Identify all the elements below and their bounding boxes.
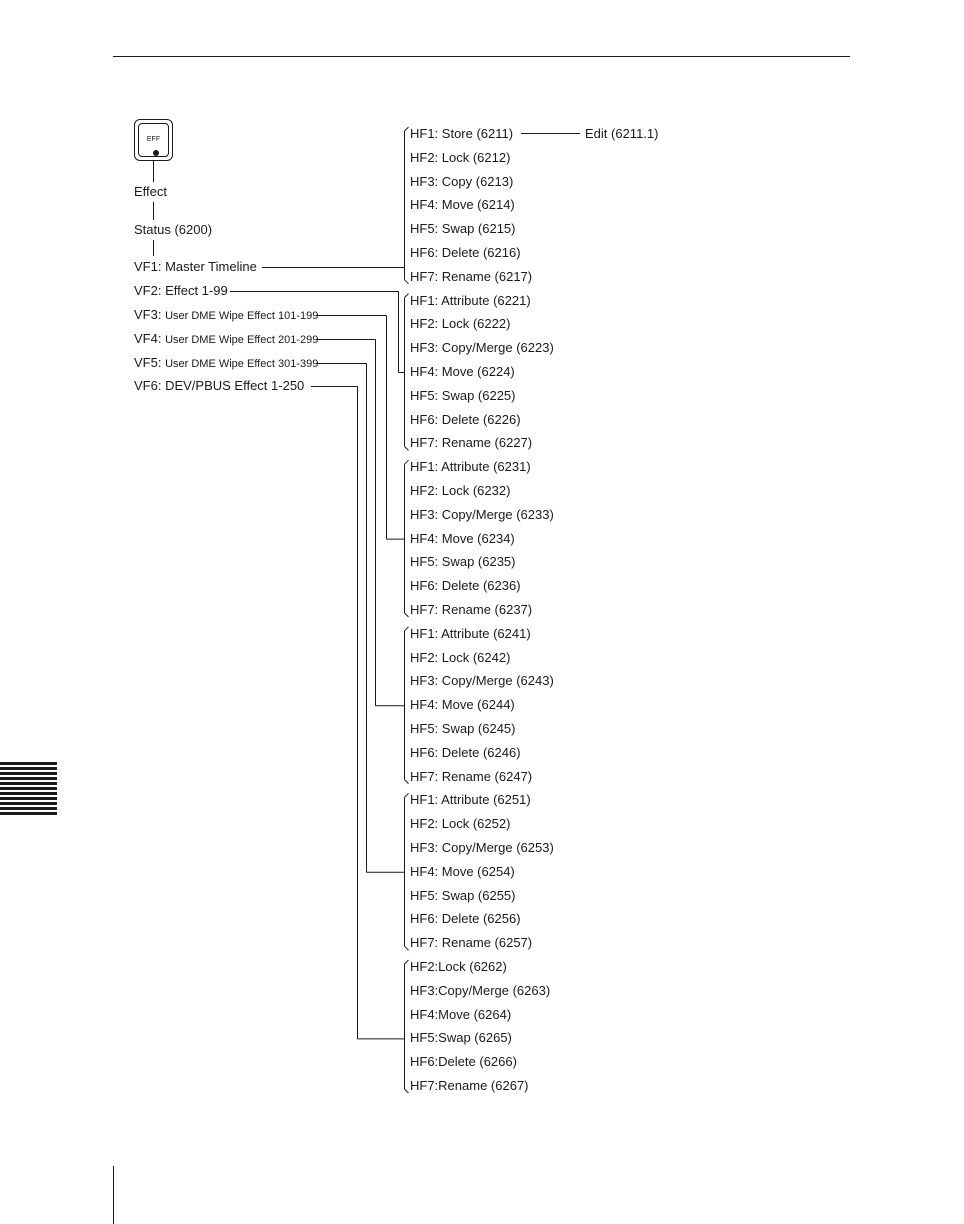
hf-item[interactable]: HF5: Swap (6245) xyxy=(410,721,516,736)
hf-item[interactable]: HF3: Copy/Merge (6233) xyxy=(410,506,554,522)
edit-item[interactable]: Edit (6211.1) xyxy=(585,126,659,141)
hf-item[interactable]: HF1: Attribute (6251) xyxy=(410,792,531,808)
hf-item[interactable]: HF5:Swap (6265) xyxy=(410,1030,512,1046)
hf-item[interactable]: HF5: Swap (6255) xyxy=(410,887,516,903)
group-bracket-bottom xyxy=(405,780,409,784)
hf-item[interactable]: HF5: Swap (6225) xyxy=(410,387,516,403)
hf-item[interactable]: HF6: Delete (6256) xyxy=(410,911,521,927)
vf3-item-rest: User DME Wipe Effect 101-199 xyxy=(165,310,319,322)
hf-item[interactable]: HF1: Attribute (6231) xyxy=(410,459,531,475)
hf-item[interactable]: HF4: Move (6254) xyxy=(410,863,515,879)
hf-item[interactable]: HF4: Move (6244) xyxy=(410,697,515,713)
group-bracket-top xyxy=(405,960,409,964)
hf-item[interactable]: HF5: Swap (6215) xyxy=(410,221,516,237)
group-bracket-top xyxy=(405,460,409,464)
effect-label: Effect xyxy=(134,184,168,199)
group-bracket-top xyxy=(405,127,409,131)
hf-item[interactable]: HF4: Move (6224) xyxy=(410,364,515,379)
hf-item[interactable]: HF7: Rename (6257) xyxy=(410,935,533,951)
vf1-item[interactable]: VF1: Master Timeline xyxy=(134,259,257,274)
group-bracket-bottom xyxy=(405,613,409,617)
vf2-item[interactable]: VF2: Effect 1-99 xyxy=(134,283,228,298)
vf4-item-rest: User DME Wipe Effect 201-299 xyxy=(165,334,319,346)
hf-item[interactable]: HF7:Rename (6267) xyxy=(410,1078,529,1093)
hf-item[interactable]: HF7: Rename (6237) xyxy=(410,602,533,617)
hf-item[interactable]: HF6: Delete (6216) xyxy=(410,245,521,260)
hf-item[interactable]: HF4:Move (6264) xyxy=(410,1006,512,1022)
hf-item[interactable]: HF4: Move (6214) xyxy=(410,197,515,213)
hf-item[interactable]: HF2: Lock (6252) xyxy=(410,816,511,832)
hf-item[interactable]: HF3: Copy/Merge (6243) xyxy=(410,673,554,689)
hf-item[interactable]: HF1: Attribute (6241) xyxy=(410,625,531,641)
group-bracket-top xyxy=(405,793,409,797)
group-bracket-top xyxy=(405,627,409,631)
hf-item[interactable]: HF1: Store (6211) xyxy=(410,126,514,141)
hf-item[interactable]: HF5: Swap (6235) xyxy=(410,554,516,570)
hf-item[interactable]: HF7: Rename (6227) xyxy=(410,435,533,451)
hf-item[interactable]: HF3: Copy/Merge (6253) xyxy=(410,840,554,855)
hf-item[interactable]: HF2: Lock (6232) xyxy=(410,483,511,498)
hf-item[interactable]: HF3: Copy/Merge (6223) xyxy=(410,340,554,356)
group-bracket-bottom xyxy=(405,280,409,284)
vf3-item[interactable]: VF3: User DME Wipe Effect 101-199 xyxy=(134,307,319,322)
hf-item[interactable]: HF4: Move (6234) xyxy=(410,530,515,546)
group-bracket-bottom xyxy=(405,1089,409,1093)
hf-item[interactable]: HF6: Delete (6226) xyxy=(410,411,521,427)
hf-item[interactable]: HF6: Delete (6246) xyxy=(410,744,521,760)
group-bracket-bottom xyxy=(405,446,409,450)
eff-button-label: EFF xyxy=(146,136,161,143)
hf-item[interactable]: HF2: Lock (6222) xyxy=(410,316,511,332)
vf5-item-rest: User DME Wipe Effect 301-399 xyxy=(165,358,319,370)
hf-item[interactable]: HF1: Attribute (6221) xyxy=(410,292,531,308)
hf-item[interactable]: HF2: Lock (6242) xyxy=(410,649,511,665)
hf-item[interactable]: HF2:Lock (6262) xyxy=(410,959,507,974)
hf-item[interactable]: HF6: Delete (6236) xyxy=(410,578,521,594)
hf-item[interactable]: HF2: Lock (6212) xyxy=(410,149,511,165)
group-bracket-top xyxy=(405,294,409,298)
vf6-item[interactable]: VF6: DEV/PBUS Effect 1-250 xyxy=(134,378,305,393)
vf4-item[interactable]: VF4: User DME Wipe Effect 201-299 xyxy=(134,331,319,346)
hf-item[interactable]: HF7: Rename (6217) xyxy=(410,268,533,284)
hf-item[interactable]: HF7: Rename (6247) xyxy=(410,768,533,784)
hf-item[interactable]: HF3: Copy (6213) xyxy=(410,173,514,189)
status-label: Status (6200) xyxy=(134,222,213,237)
hf-item[interactable]: HF3:Copy/Merge (6263) xyxy=(410,982,551,998)
group-bracket-bottom xyxy=(405,946,409,950)
vf5-item[interactable]: VF5: User DME Wipe Effect 301-399 xyxy=(134,355,319,370)
hf-item[interactable]: HF6:Delete (6266) xyxy=(410,1054,517,1070)
